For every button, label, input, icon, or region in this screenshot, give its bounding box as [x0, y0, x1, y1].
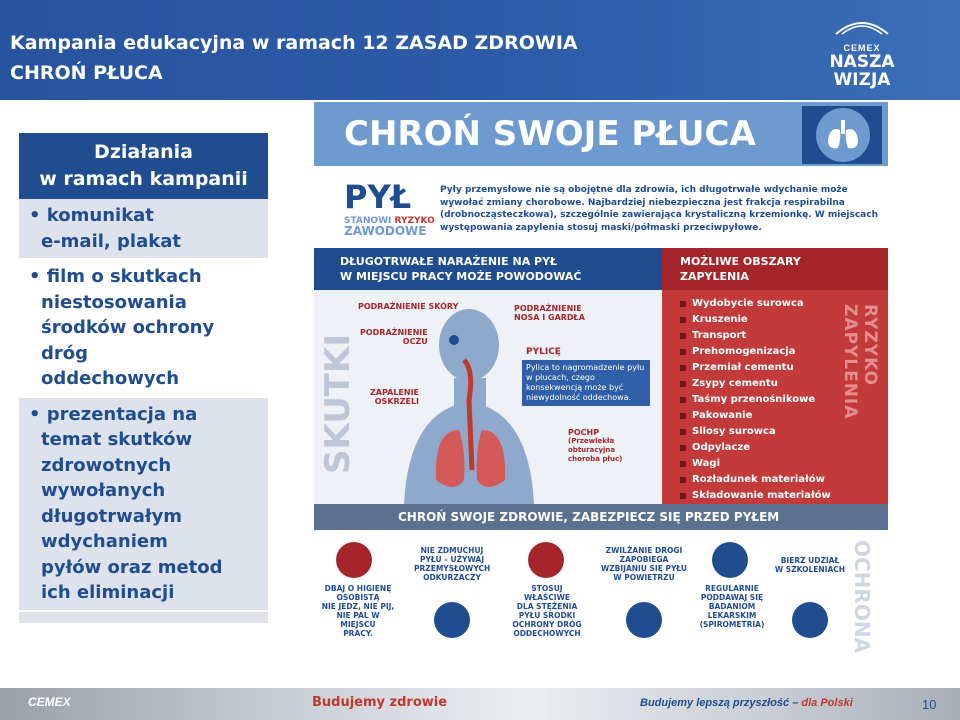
item-text: dróg	[41, 342, 89, 364]
tip-line: PYŁU ŚRODKI	[518, 611, 576, 620]
medical-icon	[712, 542, 748, 578]
vacuum-icon	[434, 602, 470, 638]
item-text: niestosowania	[41, 291, 187, 313]
protection-tip-vacuum	[414, 546, 490, 582]
protect-band: CHROŃ SWOJE ZDROWIE, ZABEZPIECZ SIĘ PRZED PYŁEM	[314, 504, 888, 530]
risk-area-item: Pakowanie	[692, 408, 831, 424]
risk-areas-list	[692, 296, 831, 504]
risk-area-item: Odpylacze	[692, 440, 831, 456]
item-text: temat skutków	[41, 429, 193, 450]
water-drop-icon	[626, 602, 662, 638]
list-item-line: • film o skutkach	[29, 266, 202, 287]
pyl-sub2: ZAWODOWE	[344, 224, 427, 238]
risk-area-item: Prehomogenizacja	[692, 344, 831, 360]
tip-line: ZAPOBIEGA	[619, 555, 669, 564]
item-text: pyłów oraz metod	[41, 556, 223, 578]
protection-tip-respirator	[508, 584, 586, 638]
exposure-band-line2: W MIEJSCU PRACY MOŻE POWODOWAĆ	[340, 270, 582, 283]
tip-line: OCHRONY DRÓG	[512, 620, 582, 629]
item-text: długotrwałym	[41, 505, 183, 527]
actions-panel	[19, 133, 268, 623]
nose-label-1: PODRAŻNIENIE	[514, 304, 582, 313]
risk-area-item: Kruszenie	[692, 312, 831, 328]
infographic-title-bar	[314, 102, 888, 166]
pyl-description: Pyły przemysłowe nie są obojętne dla zdrowia, ich długotrwałe wdychanie może wywołać zmiany chorobowe. Najbardziej niebezpieczna jest frakcja respirabilna (drobnocząsteczkowa), szczególnie zawierająca krystaliczną krzemionkę. W miejscach występowania zapylenia stosuj maski/półmaski przeciwpyłowe.	[440, 185, 878, 233]
page-number: 10	[922, 697, 937, 712]
pochp-desc-2: choroba płuc)	[568, 455, 623, 463]
tip-line: W POWIETRZU	[613, 573, 675, 582]
list-item-line: • komunikat	[29, 205, 154, 226]
nose-label	[514, 304, 585, 322]
actions-heading-line1: Działania	[94, 141, 193, 163]
bronchi-label	[370, 388, 419, 406]
training-icon	[792, 602, 828, 638]
protection-section	[314, 530, 888, 662]
logo-brand: CEMEX	[843, 43, 881, 53]
item-text: film o skutkach	[46, 266, 202, 287]
ochrona-label: OCHRONA	[850, 540, 874, 654]
pochp-title: POCHP	[568, 428, 600, 437]
pochp-label	[568, 428, 662, 464]
nasza-wizja-logo	[812, 16, 912, 89]
tip-line: PRZEMYSŁOWYCH	[414, 564, 491, 573]
eyes-label-2: OCZU	[402, 337, 428, 346]
lungs-infographic	[314, 102, 888, 662]
lungs-badge	[802, 106, 882, 164]
footer	[0, 688, 960, 720]
list-item-line: • prezentacja na	[29, 403, 198, 425]
tip-line: NIE JEDZ, NIE PIJ,	[321, 602, 395, 611]
hygiene-icon	[336, 542, 372, 578]
tip-line: PODDAWAJ SIĘ	[700, 593, 764, 602]
footer-tagline-text: Budujemy lepszą przyszłość –	[640, 697, 802, 709]
areas-band	[662, 248, 888, 290]
tip-line: REGULARNIE	[705, 584, 759, 593]
list-item	[19, 199, 268, 260]
bronchi-label-1: ZAPALENIE	[370, 388, 420, 397]
skutki-label: SKUTKI	[318, 334, 358, 475]
tip-line: BADANIOM	[708, 602, 756, 611]
list-item	[19, 260, 268, 398]
tip-line: ODDECHOWYCH	[513, 629, 581, 638]
pylica-description: Pylica to nagromadzenie pyłu w płucach, czego konsekwencją może być niewydolność oddechowa.	[522, 360, 650, 406]
item-text: zdrowotnych	[41, 454, 172, 476]
slide-title-line1: Kampania edukacyjna w ramach 12 ZASAD ZDROWIA	[10, 32, 578, 54]
footer-tagline-red: dla Polski	[801, 697, 853, 709]
bronchi-label-2: OSKRZELI	[374, 397, 420, 406]
logo-line1: NASZA	[829, 52, 895, 72]
tip-line: PYŁU – UŻYWAJ	[419, 555, 485, 564]
tip-line: NIE PAL W MIEJSCU	[336, 611, 380, 629]
item-text: prezentacja na	[46, 403, 198, 425]
tip-line: W SZKOLENIACH	[774, 565, 846, 574]
item-text: środków ochrony	[41, 317, 215, 338]
actions-heading-line2: w ramach kampanii	[39, 168, 248, 190]
risk-area-item: Wagi	[692, 456, 831, 472]
exposure-band	[314, 248, 662, 290]
logo-line2: WIZJA	[833, 70, 891, 90]
protection-tip-medical	[694, 584, 770, 629]
pyl-sub1: STANOWI	[344, 216, 392, 226]
risk-area-item: Zsypy cementu	[692, 376, 831, 392]
ryzyko-label: RYZYKO ZAPYLENIA	[840, 304, 880, 420]
respirator-icon	[528, 542, 564, 578]
item-text: wdychaniem	[41, 531, 168, 552]
tip-line: ODKURZACZY	[423, 573, 481, 582]
tip-line: STOSUJ WŁAŚCIWE	[524, 584, 570, 602]
exposure-band-line1: DŁUGOTRWAŁE NARAŻENIE NA PYŁ	[340, 255, 558, 268]
nose-label-2: NOSA I GARDŁA	[514, 313, 585, 322]
pylica-label: PYLICĘ	[526, 347, 561, 357]
protection-tip-watering	[600, 546, 688, 582]
risk-area-item: Wydobycie surowca	[692, 296, 831, 312]
risk-area-item: Silosy surowca	[692, 424, 831, 440]
pochp-desc-1: (Przewlekła obturacyjna	[568, 437, 616, 454]
eyes-label	[360, 328, 428, 346]
effects-section	[314, 290, 662, 504]
slide-title-line2: CHROŃ PŁUCA	[10, 62, 163, 84]
footer-budujemy-zdrowie: Budujemy zdrowie	[312, 695, 448, 710]
footer-cemex-logo: CEMEX	[28, 695, 71, 709]
item-text: oddechowych	[41, 368, 180, 389]
tip-line: DLA STĘŻENIA	[516, 602, 578, 611]
footer-tagline	[640, 697, 853, 709]
risk-area-item: Składowanie materiałów	[692, 488, 831, 504]
protection-tip-hygiene	[320, 584, 396, 638]
pyl-sub-red: RYZYKO	[394, 216, 435, 226]
tip-line: ZWILŻANIE DROGI	[605, 546, 683, 555]
eyes-label-1: PODRAŻNIENIE	[360, 328, 428, 337]
pyl-subtitle	[344, 216, 435, 238]
actions-heading	[19, 133, 268, 199]
infographic-title: CHROŃ SWOJE PŁUCA	[344, 114, 756, 154]
tip-line: PRACY.	[343, 629, 373, 638]
item-text: ich eliminacji	[41, 582, 175, 603]
protection-tip-training	[774, 556, 846, 574]
tip-line: DBAJ O HIGIENĘ	[324, 584, 392, 593]
list-item	[19, 398, 268, 612]
lungs-circle	[816, 108, 870, 162]
item-text: wywołanych	[41, 480, 166, 501]
item-text: komunikat	[46, 205, 154, 226]
tip-line: OSOBISTĄ	[336, 593, 380, 602]
tip-line: WZBIJANIU SIĘ PYŁU	[600, 564, 688, 573]
cemex-swoosh-icon	[832, 16, 892, 36]
pyl-heading: PYŁ	[344, 178, 412, 216]
risk-area-item: Przemiał cementu	[692, 360, 831, 376]
risk-area-item: Rozładunek materiałów	[692, 472, 831, 488]
slide-header	[0, 0, 960, 100]
risk-area-item: Transport	[692, 328, 831, 344]
skin-label: PODRAŻNIENIE SKÓRY	[358, 302, 459, 311]
risk-areas-section	[662, 290, 888, 504]
risk-area-item: Taśmy przenośnikowe	[692, 392, 831, 408]
tip-line: (SPIROMETRIA)	[699, 620, 765, 629]
lungs-icon	[816, 108, 870, 162]
item-text: e-mail, plakat	[41, 230, 181, 252]
tip-line: BIERZ UDZIAŁ	[780, 556, 840, 565]
tip-line: NIE ZDMUCHUJ	[420, 546, 484, 555]
tip-line: LEKARSKIM	[707, 611, 757, 620]
areas-band-line1: MOŻLIWE OBSZARY	[680, 255, 801, 268]
areas-band-line2: ZAPYLENIA	[680, 270, 749, 283]
